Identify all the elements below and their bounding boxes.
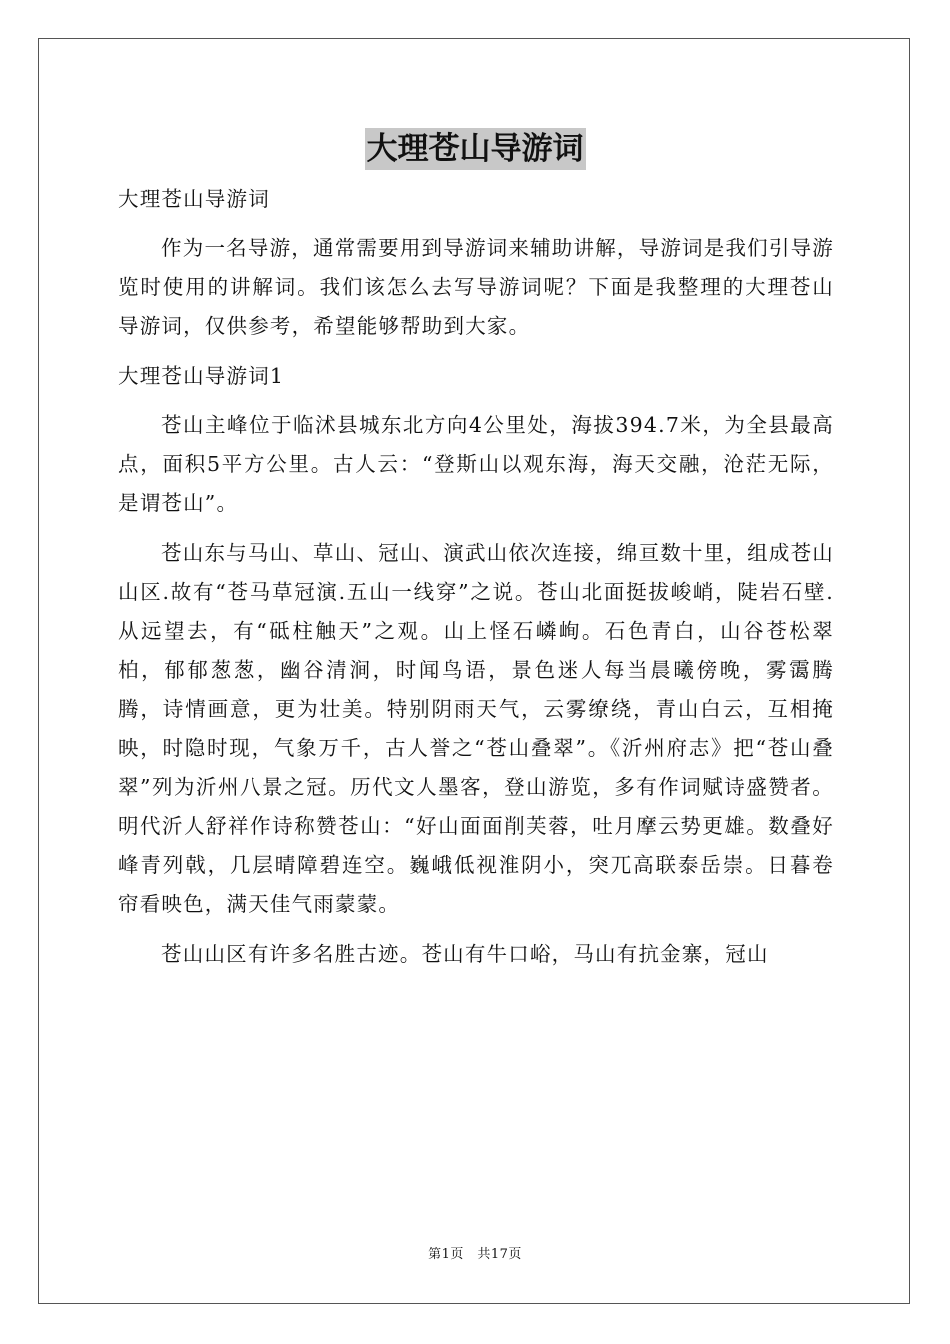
body-paragraph-3: 苍山山区有许多名胜古迹。苍山有牛口峪，马山有抗金寨，冠山 [161,942,769,966]
body-paragraph-1: 苍山主峰位于临沭县城东北方向4公里处，海拔394.7米，为全县最高点，面积5平方公里。古人云：“登斯山以观东海，海天交融，沧茫无际，是谓苍山”。 [118,413,834,515]
document-body [118,180,834,985]
title-wrap [0,128,950,170]
document-subtitle: 大理苍山导游词 [118,187,270,211]
section-heading: 大理苍山导游词1 [118,364,285,388]
body-paragraph-2: 苍山东与马山、草山、冠山、演武山依次连接，绵亘数十里，组成苍山山区.故有“苍马草冠演.五山一线穿”之说。苍山北面挺拔峻峭，陡岩石壁.从远望去，有“砥柱触天”之观。山上怪石嶙峋。石色青白，山谷苍松翠柏，郁郁葱葱，幽谷清涧，时闻鸟语，景色迷人每当晨曦傍晚，雾霭腾腾，诗情画意，更为壮美。特别阴雨天气，云雾缭绕，青山白云，互相掩映，时隐时现，气象万千，古人誉之“苍山叠翠”。《沂州府志》把“苍山叠翠”列为沂州八景之冠。历代文人墨客，登山游览，多有作词赋诗盛赞者。明代沂人舒祥作诗称赞苍山：“好山面面削芙蓉，吐月摩云势更雄。数叠好峰青列戟，几层晴障碧连空。巍峨低视淮阴小，突兀高联泰岳崇。日暮卷帘看映色，满天佳气雨蒙蒙。 [118,541,834,916]
document-title: 大理苍山导游词 [365,128,586,170]
page-footer: 第1页 共17页 [428,1247,522,1262]
intro-paragraph: 作为一名导游，通常需要用到导游词来辅助讲解，导游词是我们引导游览时使用的讲解词。我们该怎么去写导游词呢？下面是我整理的大理苍山导游词，仅供参考，希望能够帮助到大家。 [118,236,834,338]
